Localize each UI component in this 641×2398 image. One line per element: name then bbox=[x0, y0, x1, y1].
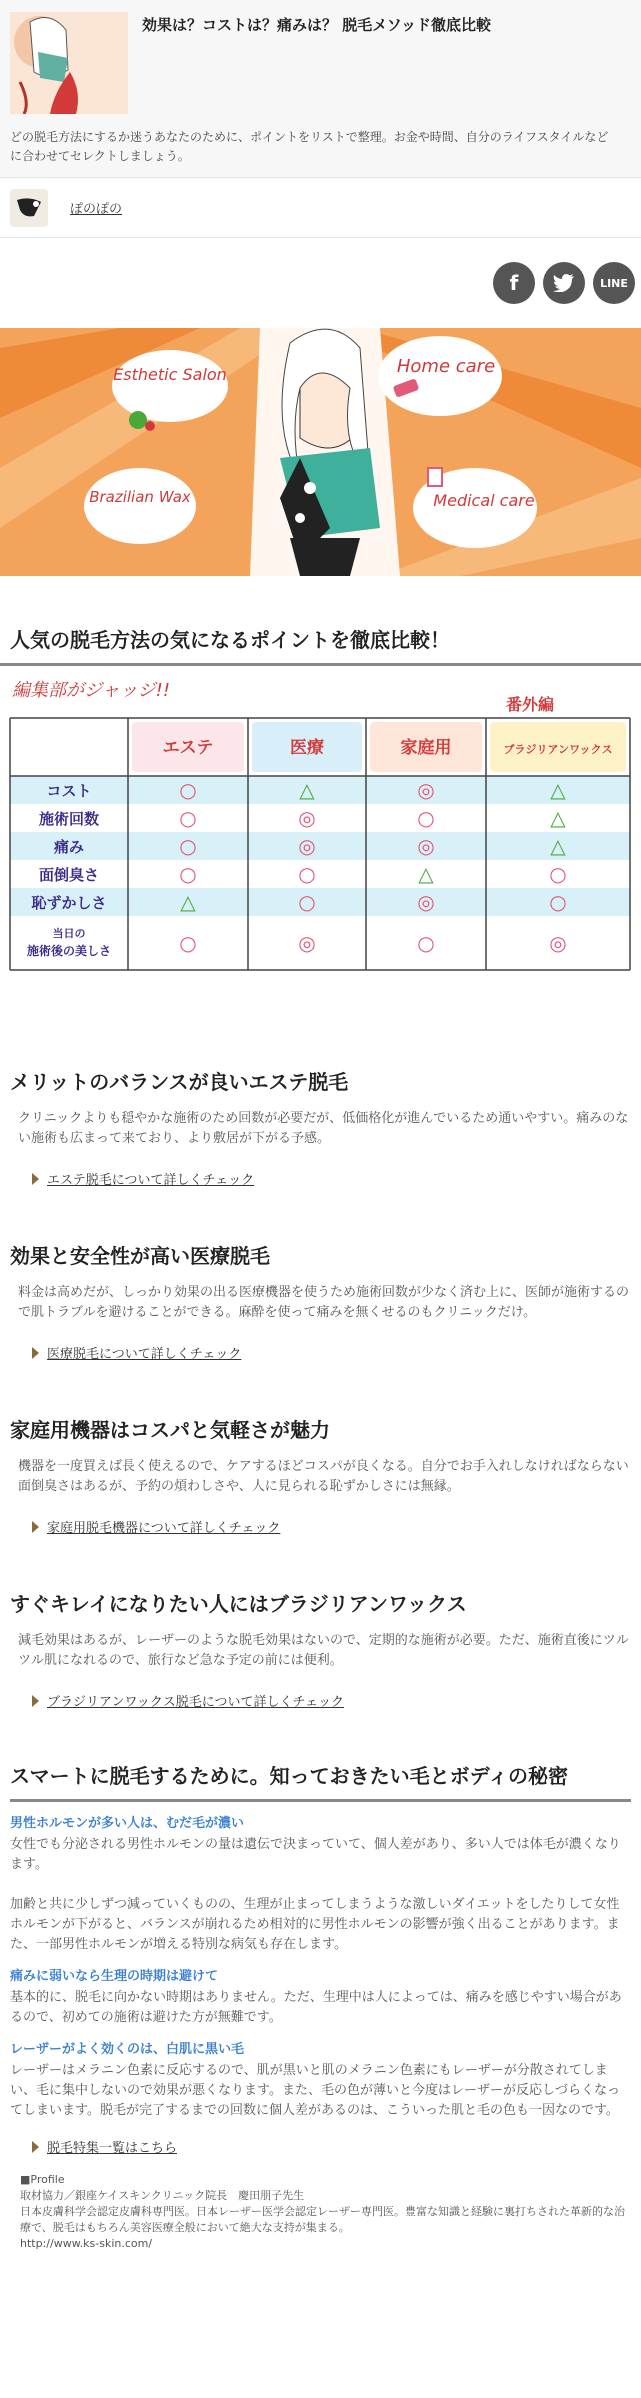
hair-removal-feature-link[interactable] bbox=[10, 2137, 631, 2156]
extra-badge: 番外編 bbox=[505, 695, 555, 714]
rating-mark: ◎ bbox=[417, 778, 435, 802]
article-thumbnail bbox=[10, 12, 128, 114]
row-label: 恥ずかしさ bbox=[31, 894, 107, 912]
column-header-label: エステ bbox=[162, 738, 214, 758]
rating-mark: △ bbox=[418, 862, 434, 886]
body-secrets-title: スマートに脱毛するために。知っておきたい毛とボディの秘密 bbox=[10, 1760, 631, 1802]
comparison-heading: 人気の脱毛方法の気になるポイントを徹底比較！ bbox=[10, 628, 450, 652]
secret-period-p1: 基本的に、脱毛に向かない時期はありません。ただ、生理中は人によっては、痛みを感じやすい場合があるので、初めての施術は避けた方が無難です。 bbox=[10, 1990, 622, 2025]
rating-mark: ○ bbox=[549, 862, 567, 886]
secret-heading-period: 痛みに弱いなら生理の時期は避けて bbox=[10, 1969, 219, 1984]
column-header-label: 医療 bbox=[290, 738, 324, 758]
rating-mark: △ bbox=[299, 778, 315, 802]
table-row-bg bbox=[10, 776, 630, 804]
article-header bbox=[0, 0, 641, 178]
hero-label-brazilian: Brazilian Wax bbox=[89, 488, 191, 506]
row-label: 痛み bbox=[53, 838, 85, 856]
profile-block bbox=[10, 2172, 631, 2252]
comparison-heading-wrap bbox=[0, 624, 641, 666]
rating-mark: ○ bbox=[179, 931, 197, 955]
method-medical-title: 効果と安全性が高い医療脱毛 bbox=[10, 1244, 270, 1268]
line-icon[interactable]: LINE bbox=[593, 262, 635, 304]
rating-mark: ○ bbox=[417, 806, 435, 830]
author-name-link[interactable]: ぽのぽの bbox=[70, 202, 123, 217]
secret-hormone-p2: 加齢と共に少しずつ減っていくものの、生理が止まってしまうような激しいダイエットをしたりして女性ホルモンが下がると、バランスが崩れるため相対的に男性ホルモンの影響が強く出ることがあります。また、一部男性ホルモンが増える特別な病気も存在します。 bbox=[10, 1897, 620, 1952]
rating-mark: ◎ bbox=[417, 834, 435, 858]
method-esthetic-title: メリットのバランスが良いエステ脱毛 bbox=[10, 1070, 349, 1094]
rating-mark: ◎ bbox=[298, 834, 316, 858]
rating-mark: ◎ bbox=[298, 806, 316, 830]
home-detail-link[interactable] bbox=[10, 1517, 631, 1536]
profile-bio: 日本皮膚科学会認定皮膚科専門医。日本レーザー医学会認定レーザー専門医。豊富な知識と経験に裏打ちされた革新的な治療で、脱毛はもちろん美容医療全般において絶大な支持が集まる。 bbox=[20, 2205, 625, 2234]
rating-mark: ○ bbox=[179, 862, 197, 886]
column-header-label: ブラジリアンワックス bbox=[503, 743, 613, 756]
rating-mark: △ bbox=[180, 890, 196, 914]
hair-removal-feature-link-text[interactable]: 脱毛特集一覧はこちら bbox=[47, 2141, 178, 2156]
rating-mark: ○ bbox=[417, 931, 435, 955]
secret-laser-p1: レーザーはメラニン色素に反応するので、肌が黒いと肌のメラニン色素にもレーザーが分散されてしまい、毛に集中しないので効果が悪くなります。また、毛の色が薄いと今度はレーザーが反応しづらくなってしまいます。脱毛が完了するまでの回数に個人差があるのは、こういった肌と毛の色も一因なのです。 bbox=[10, 2063, 620, 2118]
comparison-table bbox=[0, 666, 641, 1006]
medical-detail-link-text[interactable]: 医療脱毛について詳しくチェック bbox=[47, 1347, 242, 1362]
rating-mark: ○ bbox=[179, 834, 197, 858]
profile-url[interactable]: http://www.ks-skin.com/ bbox=[20, 2237, 153, 2250]
rating-mark: ○ bbox=[298, 862, 316, 886]
row-label-prefix: 当日の bbox=[52, 927, 86, 940]
rating-mark: ○ bbox=[179, 806, 197, 830]
hero-label-home-care: Home care bbox=[396, 356, 496, 377]
method-home-title: 家庭用機器はコスパと気軽さが魅力 bbox=[10, 1418, 330, 1442]
rating-mark: ◎ bbox=[549, 931, 567, 955]
arrow-right-icon bbox=[32, 1521, 39, 1533]
medical-detail-link[interactable] bbox=[10, 1343, 631, 1362]
secret-hormone-p1: 女性でも分泌される男性ホルモンの量は遺伝で決まっていて、個人差があり、多い人では体毛が濃くなります。 bbox=[10, 1837, 621, 1872]
rating-mark: ◎ bbox=[298, 931, 316, 955]
rating-mark: ◎ bbox=[417, 890, 435, 914]
method-brazilian-body: 減毛効果はあるが、レーザーのような脱毛効果はないので、定期的な施術が必要。ただ、施術直後にツルツル肌になれるので、旅行など急な予定の前には便利。 bbox=[18, 1633, 629, 1668]
profile-label: ■Profile bbox=[20, 2173, 65, 2186]
row-label: 面倒臭さ bbox=[38, 866, 100, 884]
arrow-right-icon bbox=[32, 1173, 39, 1185]
article-title: 効果は？コストは？痛みは？ 脱毛メソッド徹底比較 bbox=[142, 16, 492, 34]
row-label: 施術回数 bbox=[38, 810, 100, 828]
rating-mark: △ bbox=[550, 806, 566, 830]
method-esthetic-body: クリニックよりも穏やかな施術のため回数が必要だが、低価格化が進んでいるため通いやすい。痛みのない施術も広まって来ており、より敷居が下がる予感。 bbox=[18, 1111, 629, 1146]
twitter-icon[interactable] bbox=[543, 262, 585, 304]
method-brazilian-title: すぐキレイになりたい人にはブラジリアンワックス bbox=[10, 1592, 467, 1616]
table-row-bg bbox=[10, 832, 630, 860]
rating-mark: ○ bbox=[298, 890, 316, 914]
rating-mark: △ bbox=[550, 834, 566, 858]
method-esthetic bbox=[0, 1066, 641, 1188]
column-header-label: 家庭用 bbox=[400, 738, 452, 758]
arrow-right-icon bbox=[32, 1347, 39, 1359]
body-secrets-section bbox=[0, 1760, 641, 2252]
brazilian-detail-link-text[interactable]: ブラジリアンワックス脱毛について詳しくチェック bbox=[47, 1695, 345, 1710]
author-avatar[interactable] bbox=[10, 189, 48, 227]
arrow-right-icon bbox=[32, 2141, 39, 2153]
facebook-icon[interactable]: f bbox=[493, 262, 535, 304]
method-home bbox=[0, 1414, 641, 1536]
article-description: どの脱毛方法にするか迷うあなたのために、ポイントをリストで整理。お金や時間、自分のライフスタイルなどに合わせてセレクトしましょう。 bbox=[10, 130, 609, 163]
method-medical-body: 料金は高めだが、しっかり効果の出る医療機器を使うため施術回数が少なく済む上に、医師が施術するので肌トラブルを避けることができる。麻酔を使って痛みを無くせるのもクリニックだけ。 bbox=[18, 1285, 630, 1320]
rating-mark: ○ bbox=[179, 778, 197, 802]
hero-illustration bbox=[0, 328, 641, 576]
secret-heading-hormone: 男性ホルモンが多い人は、むだ毛が濃い bbox=[10, 1816, 245, 1831]
judge-badge: 編集部がジャッジ!! bbox=[12, 680, 171, 701]
share-buttons bbox=[0, 238, 641, 328]
rating-mark: ○ bbox=[549, 890, 567, 914]
row-label: コスト bbox=[46, 782, 92, 800]
rating-mark: △ bbox=[550, 778, 566, 802]
brazilian-detail-link[interactable] bbox=[10, 1691, 631, 1710]
method-brazilian bbox=[0, 1588, 641, 1710]
arrow-right-icon bbox=[32, 1695, 39, 1707]
profile-cooperation: 取材協力／銀座ケイスキンクリニック院長 慶田朋子先生 bbox=[20, 2189, 305, 2202]
hero-label-medical: Medical care bbox=[433, 491, 535, 510]
row-label: 施術後の美しさ bbox=[26, 944, 112, 958]
esthetic-detail-link-text[interactable]: エステ脱毛について詳しくチェック bbox=[47, 1173, 255, 1188]
home-detail-link-text[interactable]: 家庭用脱毛機器について詳しくチェック bbox=[47, 1521, 281, 1536]
method-home-body: 機器を一度買えば長く使えるので、ケアするほどコスパが良くなる。自分でお手入れしなければならない面倒臭さはあるが、予約の煩わしさや、人に見られる恥ずかしさには無縁。 bbox=[18, 1459, 629, 1494]
secret-heading-laser: レーザーがよく効くのは、白肌に黒い毛 bbox=[10, 2042, 245, 2057]
esthetic-detail-link[interactable] bbox=[10, 1169, 631, 1188]
method-medical bbox=[0, 1240, 641, 1362]
hero-label-esthetic: Esthetic Salon bbox=[113, 365, 227, 384]
author-bar bbox=[0, 178, 641, 238]
